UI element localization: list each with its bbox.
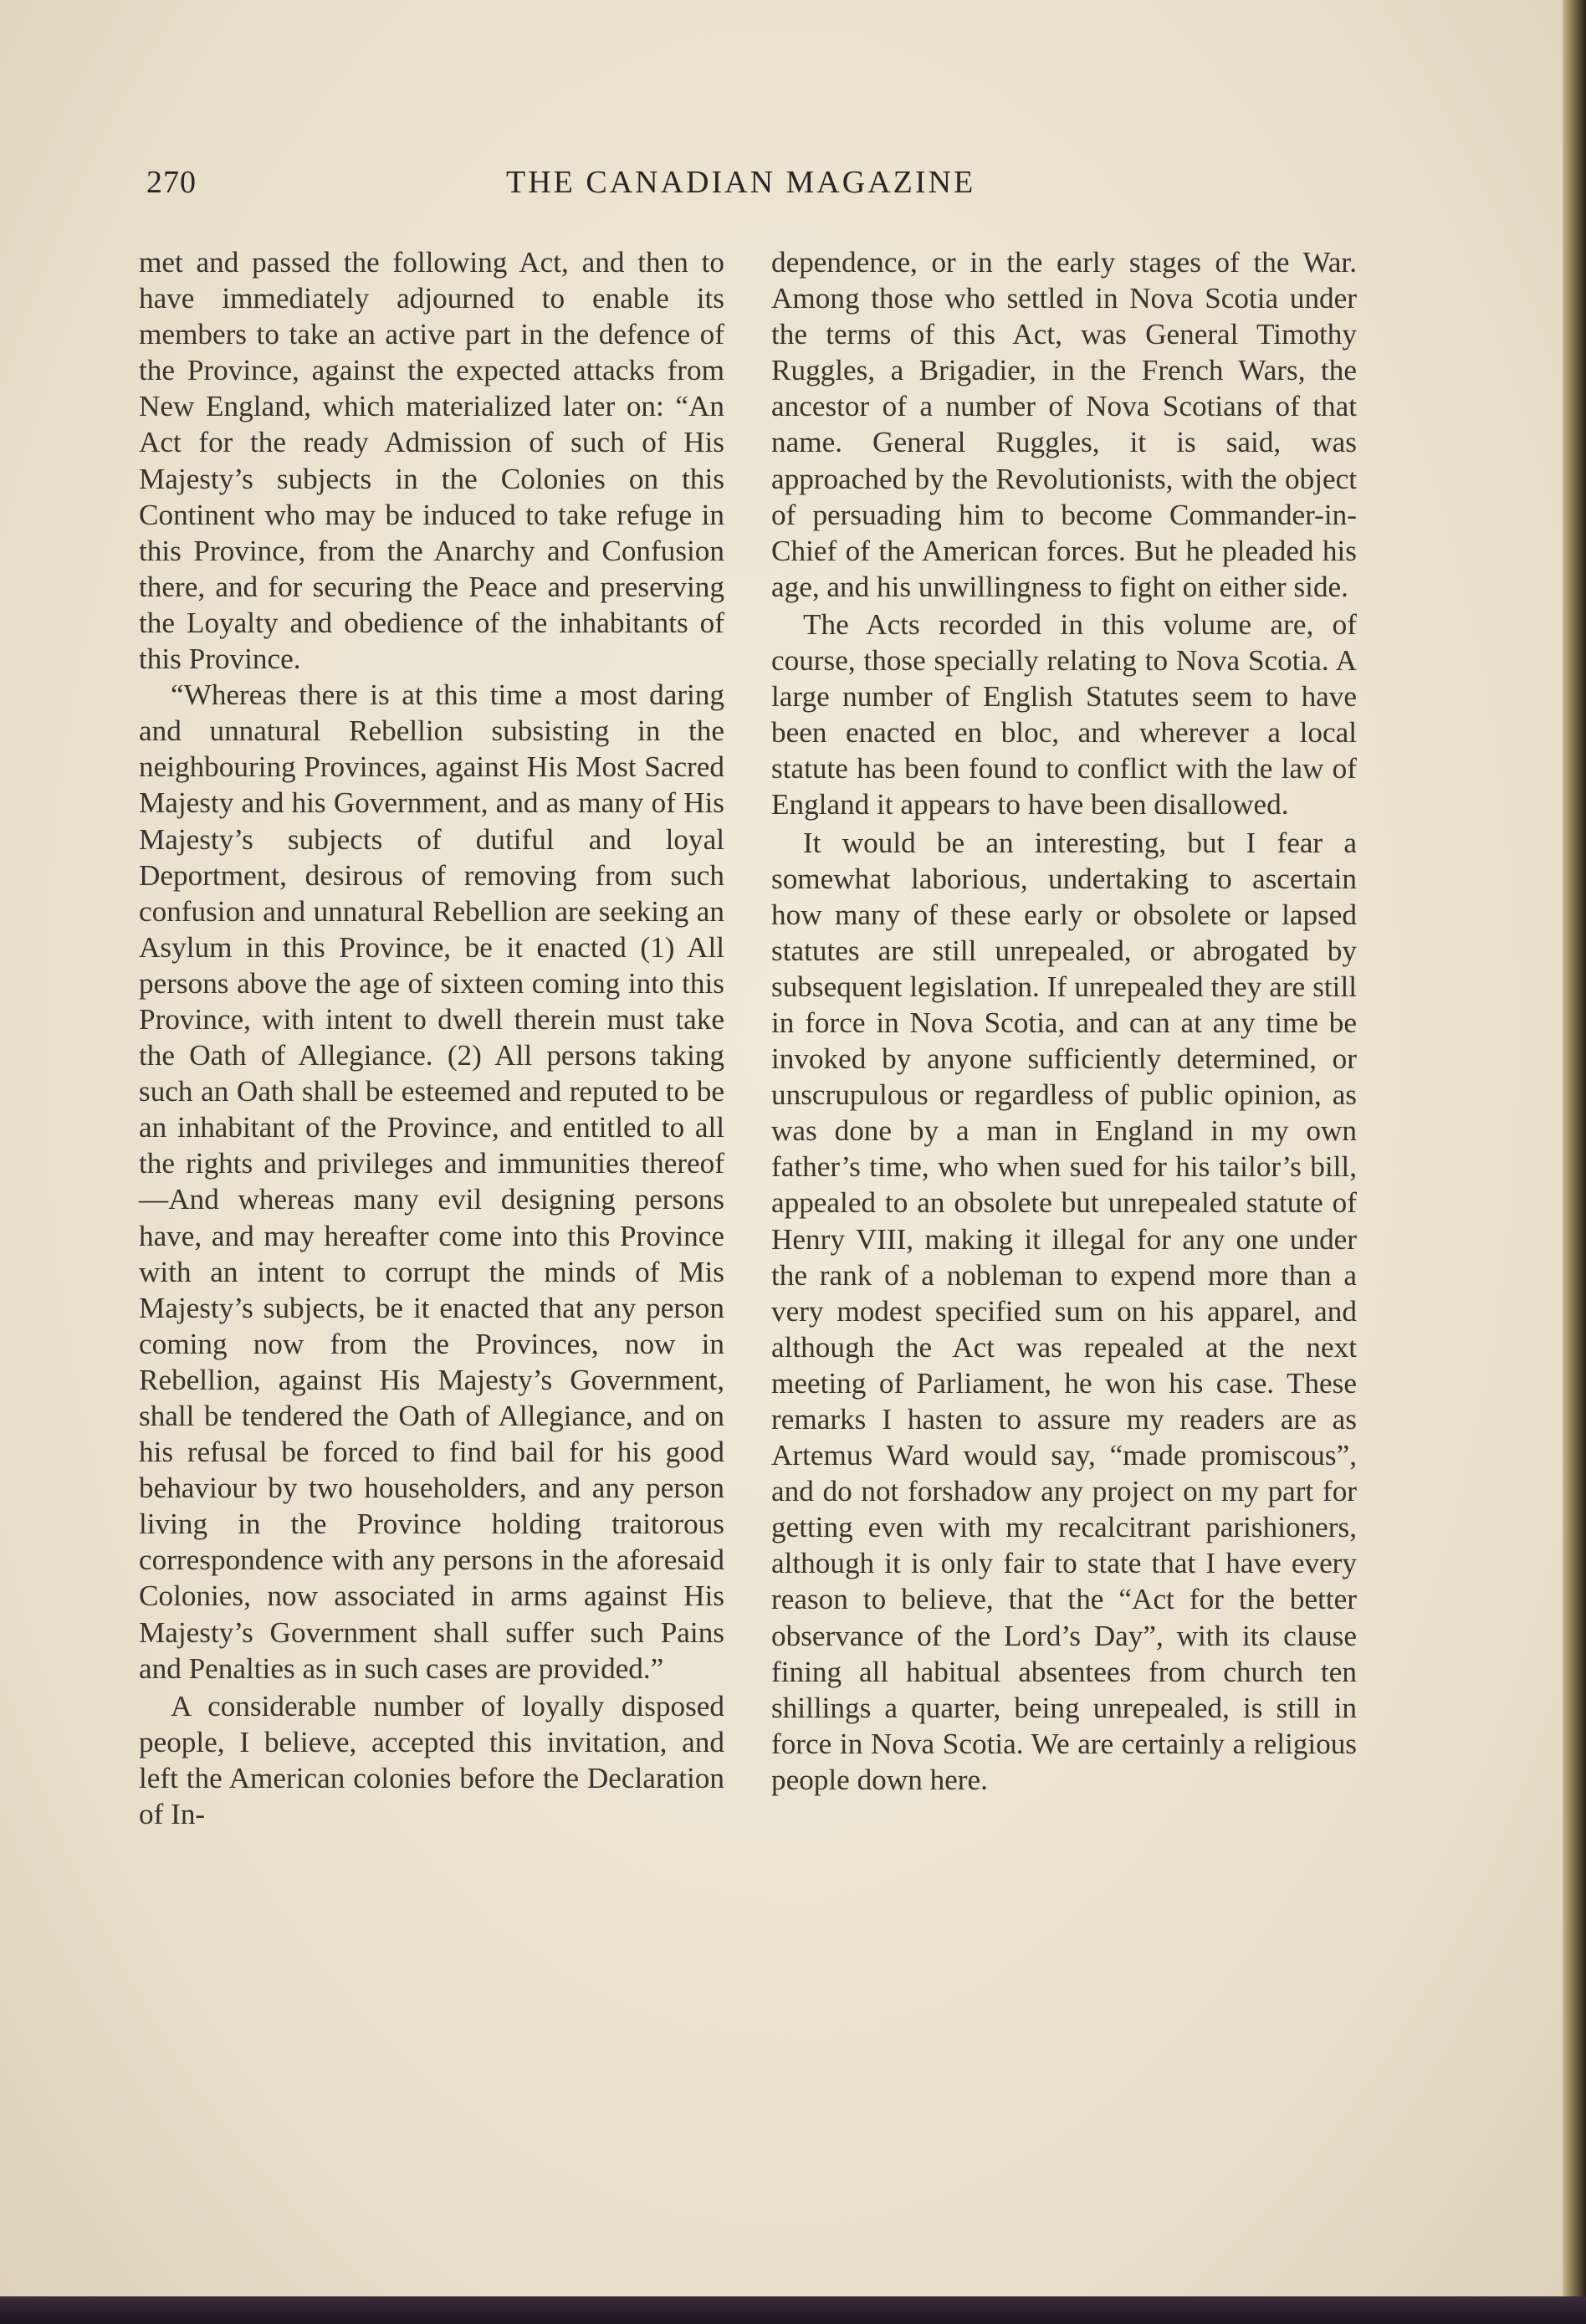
running-title: THE CANADIAN MAGAZINE: [506, 165, 976, 200]
page-number: 270: [146, 165, 197, 200]
paragraph: A considerable number of loyally disposed people, I believe, accepted this invitation, and left the American colonies before the Declaration of In-: [139, 1689, 724, 1831]
paragraph: It would be an interesting, but I fear a somewhat laborious, undertaking to ascertain how many of these early or obsolete or lapsed statutes are still unrepealed, or abrogated by subsequent legislation. If unrepealed they are still in force in Nova Scotia, and can at any time be invoked by anyone sufficiently determined, or unscrupulous or regardless of public opinion, as was done by a man in England in my own father’s time, who when sued for his tailor’s bill, appealed to an obsolete but unrepealed statute of Henry VIII, making it illegal for any one under the rank of a nobleman to expend more than a very modest specified sum on his apparel, and although the Act was repealed at the next meeting of Parliament, he won his case. These remarks I hasten to assure my readers are as Artemus Ward would say, “made promiscous”, and do not forshadow any project on my part for getting even with my recalcitrant parishioners, although it is only fair to state that I have every reason to believe, that the “Act for the better observance of the Lord’s Day”, with its clause fining all habitual absentees from church ten shillings a quarter, being unrepealed, is still in force in Nova Scotia. We are certainly a religious people down here.: [771, 826, 1357, 1796]
paragraph: dependence, or in the early stages of the War. Among those who settled in Nova Scotia under the terms of this Act, was General Timothy Ruggles, a Brigadier, in the French Wars, the ancestor of a number of Nova Scotians of that name. General Ruggles, it is said, was approached by the Revolutionists, with the object of persuading him to become Commander-in-Chief of the American forces. But he pleaded his age, and his unwillingness to fight on either side.: [771, 246, 1357, 603]
paragraph: met and passed the following Act, and then to have immediately adjourned to enable its members to take an active part in the defence of the Province, against the expected attacks from New England, which materialized later on: “An Act for the ready Admission of such of His Majesty’s subjects in the Colonies on this Continent who may be induced to take refuge in this Province, from the Anarchy and Confusion there, and for securing the Peace and preserving the Loyalty and obedience of the inhabitants of this Province.: [139, 246, 724, 676]
paragraph: “Whereas there is at this time a most daring and unnatural Rebellion subsisting in the neighbouring Provinces, against His Most Sacred Majesty and his Government, and as many of His Majesty’s subjects of dutiful and loyal Deportment, desirous of removing from such confusion and unnatural Rebellion are seeking an Asylum in this Province, be it enacted (1) All persons above the age of sixteen coming into this Province, with intent to dwell therein must take the Oath of Allegiance. (2) All persons taking such an Oath shall be esteemed and reputed to be an inhabitant of the Province, and entitled to all the rights and privileges and immunities thereof—And whereas many evil designing persons have, and may hereafter come into this Province with an intent to corrupt the minds of Mis Majesty’s subjects, be it enacted that any person coming now from the Provinces, now in Rebellion, against His Majesty’s Government, shall be tendered the Oath of Allegiance, and on his refusal be forced to find bail for his good behaviour by two householders, and any person living in the Province holding traitorous correspondence with any persons in the aforesaid Colonies, now associated in arms against His Majesty’s Government shall suffer such Pains and Penalties as in such cases are provided.”: [139, 678, 724, 1685]
left-column: [139, 244, 724, 1832]
paragraph: The Acts recorded in this volume are, of course, those specially relating to Nova Scotia. A large number of English Statutes seem to have been enacted en bloc, and wherever a local statute has been found to conflict with the law of England it appears to have been disallowed.: [771, 607, 1357, 822]
page-header: [146, 164, 1376, 209]
book-binding-edge: [1563, 0, 1586, 2324]
right-column: [771, 244, 1357, 1798]
scan-bottom-edge: [0, 2296, 1586, 2324]
